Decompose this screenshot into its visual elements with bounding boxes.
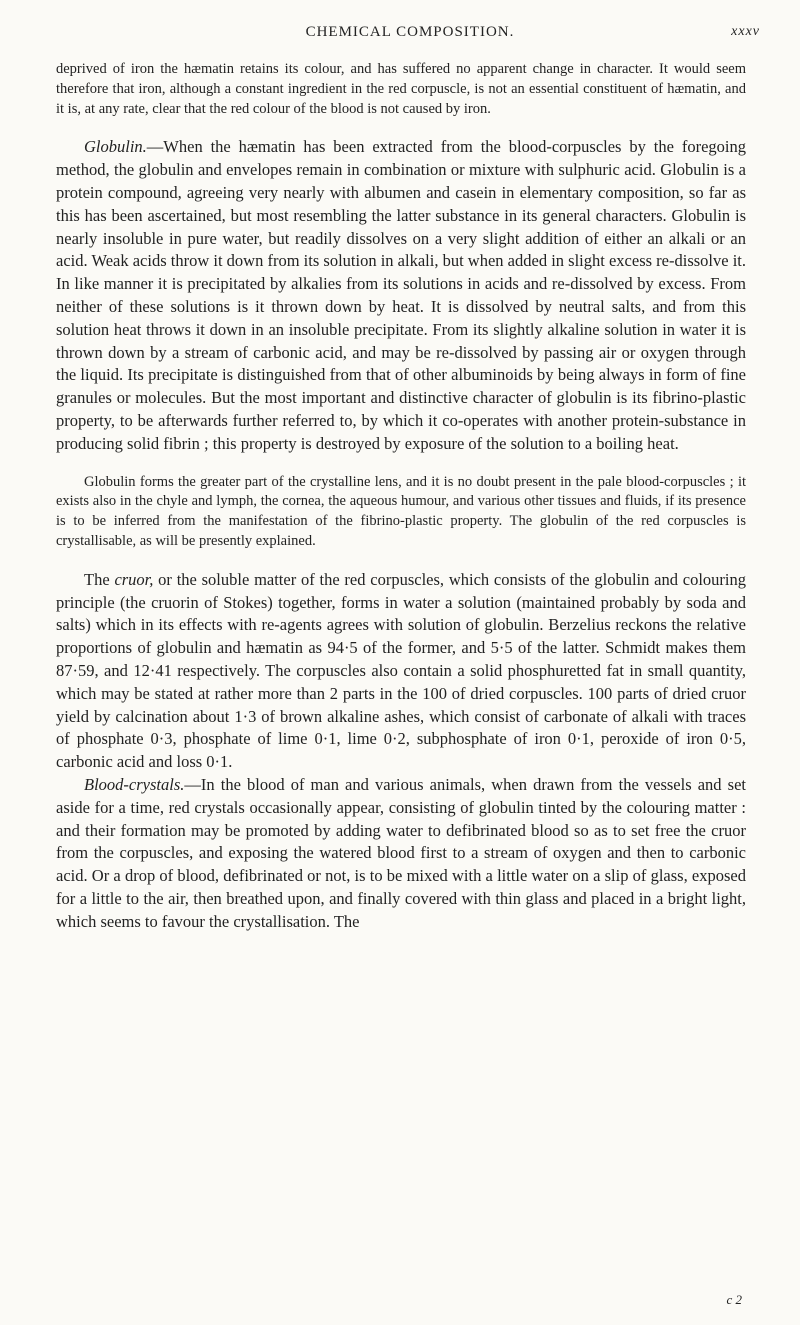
- blood-crystals-text: —In the blood of man and various animals, when drawn from the vessels and set aside for a time, red crystals occasionally appear, consisting of globulin tinted by the colouring matter : and their formation may be promoted by adding water to defibrinated blood so as to set free the cruor from the corpuscles, and exposing the watered blood first to a stream of oxygen and then to carbonic acid. Or a drop of blood, defibrinated or not, is to be mixed with a little water on a slip of glass, exposed for a little to the air, then breathed upon, and finally covered with thin glass and placed in a bright light, which seems to favour the crystallisation. The: [56, 774, 746, 931]
- page-number: xxxv: [731, 24, 760, 39]
- cruor-term: cruor,: [114, 569, 154, 589]
- cruor-lead: The: [84, 569, 115, 589]
- blood-crystals-heading: Blood-crystals.: [84, 774, 185, 794]
- page-header: [60, 20, 760, 50]
- paragraph-globulin: [56, 136, 746, 455]
- globulin-heading: Globulin.: [84, 137, 147, 157]
- signature-mark: c 2: [726, 1292, 742, 1307]
- paragraph-cruor: [56, 569, 746, 774]
- paragraph-hæmatin-iron: deprived of iron the hæmatin retains its colour, and has suffered no apparent change in character. It would seem therefore that iron, although a constant ingredient in the red corpuscle, is not an essential constituent of hæmatin, and it is, at any rate, clear that the red colour of the blood is not caused by iron.: [56, 61, 746, 117]
- globulin-text: —When the hæmatin has been extracted from the blood-corpuscles by the foregoing method, the globulin and envelopes remain in combination or mixture with sulphuric acid. Globulin is a protein compound, agreeing very nearly with albumen and casein in elementary composition, so far as this has been ascertained, but most resembling the latter substance in its general characters. Globulin is nearly insoluble in pure water, but readily dissolves on a very slight addition of either an alkali or an acid. Weak acids throw it down from its solution in alkali, but when added in slight excess re-dissolve it. In like manner it is precipitated by alkalies from its solutions in acids and re-dissolved by excess. From neither of these solutions is it thrown down by heat. It is dissolved by neutral salts, and from this solution heat throws it down in an insoluble precipitate. From its slightly alkaline solution in water it is thrown down by a stream of carbonic acid, and may be re-dissolved by passing air or oxygen through the liquid. Its precipitate is distinguished from that of other albuminoids by being always in form of fine granules or molecules. But the most important and distinctive character of globulin is its fibrino-plastic property, to be afterwards further referred to, by which it co-operates with another protein-substance in producing solid fibrin ; this property is destroyed by exposure of the solution to a boiling heat.: [56, 137, 746, 453]
- body-text: [56, 60, 746, 933]
- running-head: CHEMICAL COMPOSITION.: [305, 24, 515, 40]
- paragraph-globulin-note: Globulin forms the greater part of the crystalline lens, and it is no doubt present in the pale blood-corpuscles ; it exists also in the chyle and lymph, the cornea, the aqueous humour, and various other tissues and fluids, if its presence is to be inferred from the manifestation of the fibrino-plastic property. The globulin of the red corpuscles is crystallisable, as will be presently explained.: [56, 473, 746, 549]
- paragraph-blood-crystals: [56, 774, 746, 934]
- cruor-text: or the soluble matter of the red corpuscles, which consists of the globulin and colouring principle (the cruorin of Stokes) together, forms in water a solution (maintained probably by soda and salts) which in its effects with re-agents agrees with solution of globulin. Berzelius reckons the relative proportions of globulin and hæmatin as 94·5 of the former, and 5·5 of the latter. Schmidt makes them 87·59, and 12·41 respectively. The corpuscles also contain a solid phosphuretted fat in small quantity, which may be stated at rather more than 2 parts in the 100 of dried corpuscles. 100 parts of dried cruor yield by calcination about 1·3 of brown alkaline ashes, which consist of carbonate of alkali with traces of phosphate 0·3, phosphate of lime 0·1, lime 0·2, subphosphate of iron 0·1, peroxide of iron 0·5, carbonic acid and loss 0·1.: [56, 569, 746, 772]
